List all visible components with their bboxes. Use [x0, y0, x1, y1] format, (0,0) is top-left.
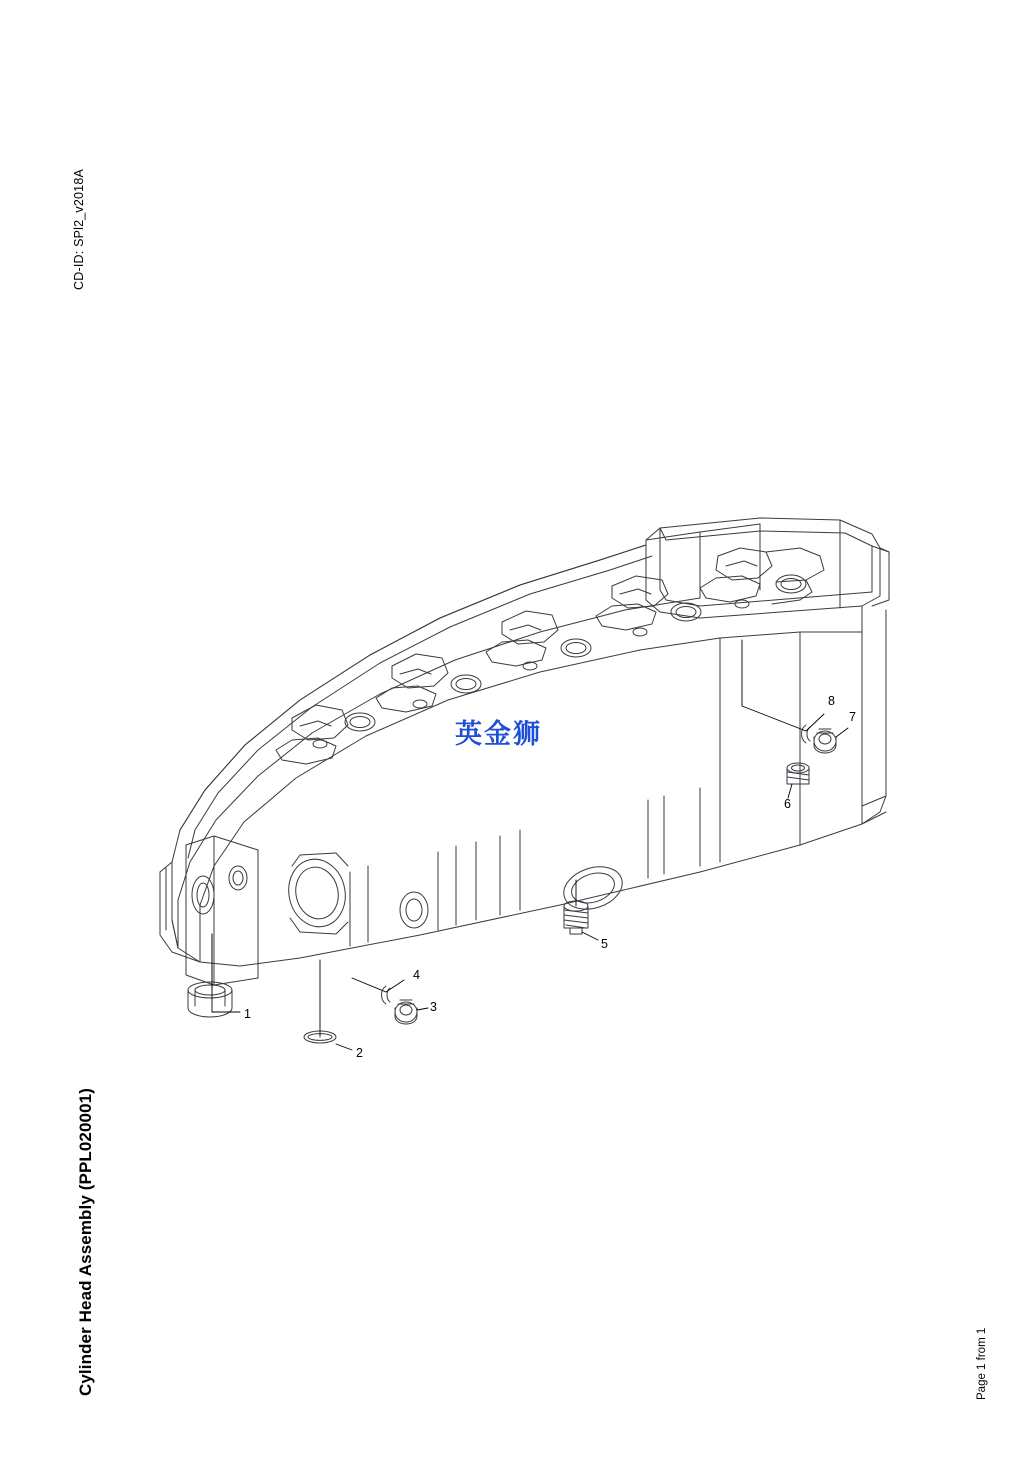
watermark-text: 英金狮	[455, 719, 542, 750]
callout-4: 4	[413, 968, 420, 982]
callout-8: 8	[828, 694, 835, 708]
callout-5: 5	[601, 937, 608, 951]
callout-1: 1	[244, 1007, 251, 1021]
callout-7: 7	[849, 710, 856, 724]
callout-2: 2	[356, 1046, 363, 1060]
page-footer-label: Page 1 from 1	[976, 1327, 988, 1400]
document-title: Cylinder Head Assembly (PPL020001)	[76, 1088, 95, 1396]
callout-6: 6	[784, 797, 791, 811]
callout-3: 3	[430, 1000, 437, 1014]
cd-id-label: CD-ID: SPl2_v2018A	[72, 168, 86, 290]
